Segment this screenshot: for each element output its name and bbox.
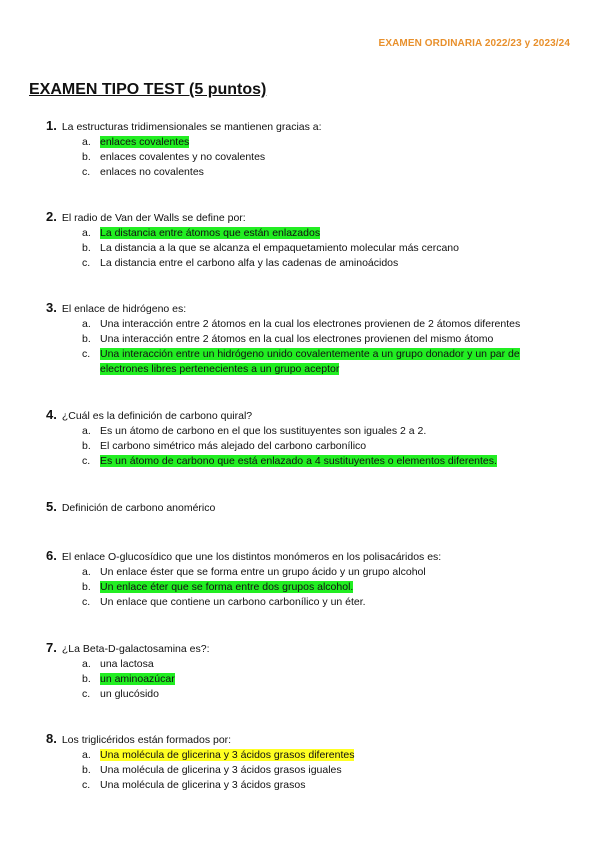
question-text: El radio de Van der Walls se define por: — [61, 212, 246, 224]
option-a: a. enlaces covalentes — [82, 136, 190, 148]
option-b: b. Un enlace éter que se forma entre dos grupos alcohol. — [82, 581, 354, 593]
question-number: 2. — [46, 209, 57, 224]
option-c: c. La distancia entre el carbono alfa y las cadenas de aminoácidos — [82, 257, 399, 269]
question-3 — [46, 300, 566, 377]
question-number: 5. — [46, 499, 57, 514]
option-b: b. Una molécula de glicerina y 3 ácidos grasos iguales — [82, 764, 342, 776]
question-text: El enlace de hidrógeno es: — [61, 303, 187, 315]
option-c: c. Una interacción entre un hidrógeno unido covalentemente a un grupo donador y un par de electrones libres pertenecientes a un grupo aceptor — [82, 348, 520, 375]
question-text: Los triglicéridos están formados por: — [61, 734, 232, 746]
question-text: Definición de carbono anomérico — [61, 502, 216, 514]
option-a: a. una lactosa — [82, 658, 154, 670]
option-a: a. Es un átomo de carbono en el que los sustituyentes son iguales 2 a 2. — [82, 425, 427, 437]
exam-title: EXAMEN TIPO TEST (5 puntos) — [29, 81, 267, 98]
question-number: 7. — [46, 640, 57, 655]
option-a: a. Una molécula de glicerina y 3 ácidos grasos diferentes — [82, 749, 355, 761]
option-c: c. Un enlace que contiene un carbono carbonílico y un éter. — [82, 596, 366, 608]
option-c: c. Una molécula de glicerina y 3 ácidos grasos — [82, 779, 306, 791]
question-2 — [46, 209, 566, 271]
question-4 — [46, 407, 566, 469]
question-text: La estructuras tridimensionales se mantienen gracias a: — [61, 121, 322, 133]
option-b: b. La distancia a la que se alcanza el empaquetamiento molecular más cercano — [82, 242, 459, 254]
option-c: c. Es un átomo de carbono que está enlazado a 4 sustituyentes o elementos diferentes. — [82, 455, 497, 467]
question-number: 4. — [46, 407, 57, 422]
question-6 — [46, 548, 566, 610]
question-number: 3. — [46, 300, 57, 315]
question-number: 8. — [46, 731, 57, 746]
question-7 — [46, 640, 566, 702]
option-a: a. Un enlace éster que se forma entre un grupo ácido y un grupo alcohol — [82, 566, 426, 578]
question-number: 1. — [46, 118, 57, 133]
option-b: b. enlaces covalentes y no covalentes — [82, 151, 266, 163]
option-c: c. enlaces no covalentes — [82, 166, 204, 178]
option-b: b. un aminoazúcar — [82, 673, 175, 685]
option-b: b. Una interacción entre 2 átomos en la cual los electrones provienen del mismo átomo — [82, 333, 494, 345]
question-5 — [46, 499, 566, 516]
option-b: b. El carbono simétrico más alejado del carbono carbonílico — [82, 440, 367, 452]
question-8 — [46, 731, 566, 793]
question-text: ¿Cuál es la definición de carbono quiral? — [61, 410, 253, 422]
question-text: ¿La Beta-D-galactosamina es?: — [61, 643, 210, 655]
question-number: 6. — [46, 548, 57, 563]
exam-header: EXAMEN ORDINARIA 2022/23 y 2023/24 — [378, 38, 570, 49]
option-a: a. La distancia entre átomos que están enlazados — [82, 227, 321, 239]
option-a: a. Una interacción entre 2 átomos en la cual los electrones provienen de 2 átomos diferentes — [82, 318, 521, 330]
question-1 — [46, 118, 566, 180]
option-c: c. un glucósido — [82, 688, 159, 700]
question-text: El enlace O-glucosídico que une los distintos monómeros en los polisacáridos es: — [61, 551, 442, 563]
